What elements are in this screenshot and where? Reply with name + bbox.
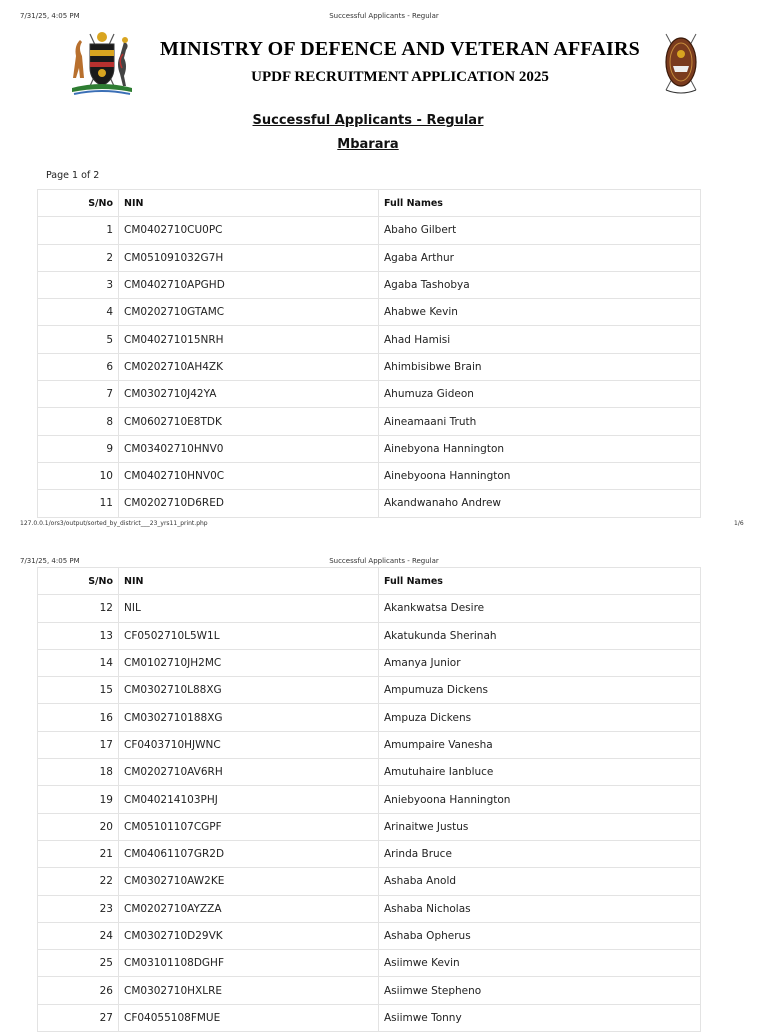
header-full-names: Full Names [379, 190, 701, 217]
cell-nin: CF0502710L5W1L [119, 622, 379, 649]
cell-full-name: Asiimwe Stepheno [379, 977, 701, 1004]
cell-sno: 15 [38, 677, 119, 704]
coat-of-arms-icon [68, 28, 136, 98]
ministry-title: MINISTRY OF DEFENCE AND VETERAN AFFAIRS [160, 38, 640, 60]
cell-full-name: Agaba Arthur [379, 244, 701, 271]
cell-sno: 13 [38, 622, 119, 649]
report-title: Successful Applicants - Regular [252, 113, 484, 128]
table-row [38, 786, 701, 813]
cell-full-name: Akatukunda Sherinah [379, 622, 701, 649]
table-row [38, 813, 701, 840]
applicants-table-page-2 [37, 567, 701, 1032]
cell-nin: CM0302710AW2KE [119, 868, 379, 895]
cell-sno: 3 [38, 271, 119, 298]
table-row [38, 1004, 701, 1031]
cell-full-name: Aineamaani Truth [379, 408, 701, 435]
print-timestamp: 7/31/25, 4:05 PM [20, 12, 80, 20]
table-row [38, 353, 701, 380]
cell-full-name: Ahabwe Kevin [379, 299, 701, 326]
cell-sno: 25 [38, 950, 119, 977]
table-row [38, 649, 701, 676]
cell-full-name: Ashaba Opherus [379, 922, 701, 949]
cell-full-name: Ampumuza Dickens [379, 677, 701, 704]
cell-full-name: Ainebyoona Hannington [379, 462, 701, 489]
cell-nin: CF0403710HJWNC [119, 731, 379, 758]
cell-full-name: Arinaitwe Justus [379, 813, 701, 840]
cell-nin: CM0402710APGHD [119, 271, 379, 298]
print-page-title: Successful Applicants - Regular [329, 12, 439, 20]
table-row [38, 622, 701, 649]
print-url: 127.0.0.1/ors3/output/sorted_by_district___23_yrs11_print.php [20, 520, 208, 527]
cell-sno: 26 [38, 977, 119, 1004]
table-row [38, 435, 701, 462]
table-row [38, 840, 701, 867]
cell-nin: CM0202710AV6RH [119, 759, 379, 786]
header-full-names: Full Names [379, 568, 701, 595]
cell-sno: 27 [38, 1004, 119, 1031]
cell-nin: CM0302710L88XG [119, 677, 379, 704]
cell-full-name: Ainebyona Hannington [379, 435, 701, 462]
cell-nin: CM040214103PHJ [119, 786, 379, 813]
header-nin: NIN [119, 190, 379, 217]
header-sno: S/No [38, 190, 119, 217]
table-header-row [38, 568, 701, 595]
cell-sno: 22 [38, 868, 119, 895]
cell-nin: CM0302710HXLRE [119, 977, 379, 1004]
cell-sno: 10 [38, 462, 119, 489]
table-row [38, 271, 701, 298]
updf-shield-icon [660, 30, 702, 98]
header-sno: S/No [38, 568, 119, 595]
cell-nin: CM0602710E8TDK [119, 408, 379, 435]
cell-full-name: Amumpaire Vanesha [379, 731, 701, 758]
cell-nin: CM04061107GR2D [119, 840, 379, 867]
cell-sno: 24 [38, 922, 119, 949]
table-row [38, 381, 701, 408]
cell-nin: CM0302710D29VK [119, 922, 379, 949]
cell-nin: CM0202710D6RED [119, 490, 379, 517]
table-row [38, 759, 701, 786]
cell-sno: 8 [38, 408, 119, 435]
cell-sno: 20 [38, 813, 119, 840]
cell-full-name: Asiimwe Tonny [379, 1004, 701, 1031]
cell-sno: 1 [38, 217, 119, 244]
cell-full-name: Ahimbisibwe Brain [379, 353, 701, 380]
cell-sno: 21 [38, 840, 119, 867]
table-row [38, 704, 701, 731]
header-nin: NIN [119, 568, 379, 595]
cell-full-name: Amutuhaire Ianbluce [379, 759, 701, 786]
cell-nin: CM0402710HNV0C [119, 462, 379, 489]
cell-nin: CM0202710AH4ZK [119, 353, 379, 380]
table-row [38, 677, 701, 704]
print-page-title-page-2: Successful Applicants - Regular [329, 557, 439, 565]
applicants-table-page-1 [37, 189, 701, 518]
cell-nin: CM040271015NRH [119, 326, 379, 353]
cell-sno: 19 [38, 786, 119, 813]
table-row [38, 868, 701, 895]
cell-full-name: Arinda Bruce [379, 840, 701, 867]
print-page-number: 1/6 [734, 520, 744, 527]
cell-sno: 18 [38, 759, 119, 786]
cell-full-name: Ashaba Nicholas [379, 895, 701, 922]
cell-nin: CM0202710AYZZA [119, 895, 379, 922]
cell-full-name: Ahumuza Gideon [379, 381, 701, 408]
print-timestamp-page-2: 7/31/25, 4:05 PM [20, 557, 80, 565]
cell-full-name: Agaba Tashobya [379, 271, 701, 298]
table-row [38, 299, 701, 326]
cell-sno: 23 [38, 895, 119, 922]
cell-sno: 17 [38, 731, 119, 758]
cell-sno: 7 [38, 381, 119, 408]
cell-nin: CM0202710GTAMC [119, 299, 379, 326]
cell-nin: CM0402710CU0PC [119, 217, 379, 244]
cell-full-name: Akankwatsa Desire [379, 595, 701, 622]
cell-sno: 6 [38, 353, 119, 380]
table-row [38, 408, 701, 435]
cell-nin: CM03402710HNV0 [119, 435, 379, 462]
table-row [38, 731, 701, 758]
page-indicator: Page 1 of 2 [46, 170, 100, 181]
cell-sno: 4 [38, 299, 119, 326]
table-row [38, 595, 701, 622]
table-row [38, 244, 701, 271]
cell-sno: 12 [38, 595, 119, 622]
district-title: Mbarara [337, 137, 399, 152]
table-row [38, 217, 701, 244]
cell-full-name: Abaho Gilbert [379, 217, 701, 244]
cell-sno: 16 [38, 704, 119, 731]
table-header-row [38, 190, 701, 217]
cell-sno: 9 [38, 435, 119, 462]
cell-sno: 14 [38, 649, 119, 676]
cell-full-name: Ampuza Dickens [379, 704, 701, 731]
cell-sno: 11 [38, 490, 119, 517]
cell-nin: CF04055108FMUE [119, 1004, 379, 1031]
cell-nin: CM05101107CGPF [119, 813, 379, 840]
cell-nin: CM0102710JH2MC [119, 649, 379, 676]
cell-nin: CM0302710188XG [119, 704, 379, 731]
table-row [38, 490, 701, 517]
cell-nin: CM03101108DGHF [119, 950, 379, 977]
cell-sno: 5 [38, 326, 119, 353]
table-row [38, 895, 701, 922]
table-row [38, 462, 701, 489]
table-row [38, 326, 701, 353]
table-row [38, 950, 701, 977]
application-title: UPDF RECRUITMENT APPLICATION 2025 [251, 69, 549, 85]
cell-full-name: Asiimwe Kevin [379, 950, 701, 977]
cell-nin: CM051091032G7H [119, 244, 379, 271]
cell-full-name: Ahad Hamisi [379, 326, 701, 353]
cell-full-name: Ashaba Anold [379, 868, 701, 895]
cell-nin: CM0302710J42YA [119, 381, 379, 408]
table-row [38, 922, 701, 949]
cell-full-name: Aniebyoona Hannington [379, 786, 701, 813]
cell-full-name: Amanya Junior [379, 649, 701, 676]
table-row [38, 977, 701, 1004]
cell-full-name: Akandwanaho Andrew [379, 490, 701, 517]
cell-nin: NIL [119, 595, 379, 622]
cell-sno: 2 [38, 244, 119, 271]
